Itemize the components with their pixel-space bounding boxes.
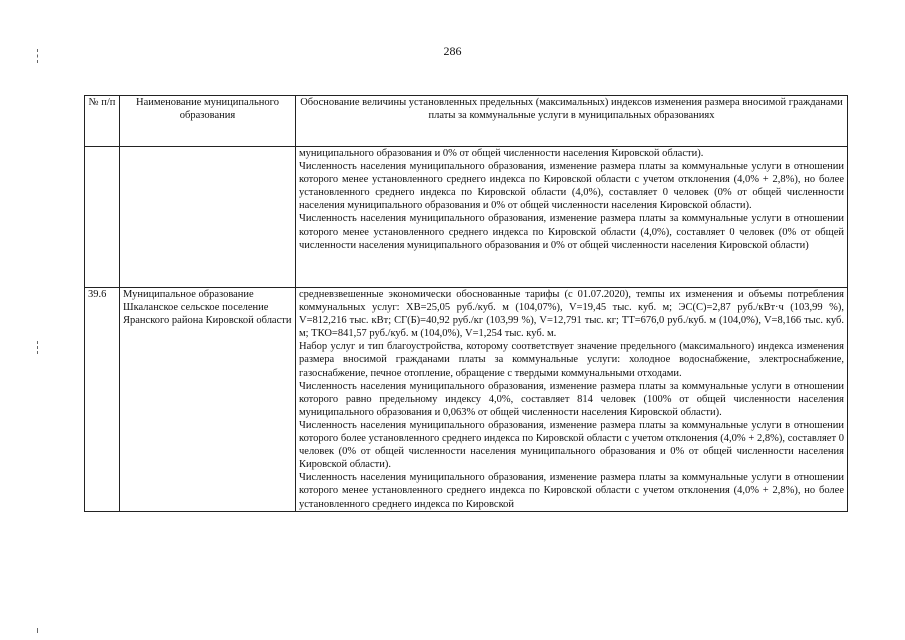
cell-num-empty [85,147,120,288]
margin-mark [37,341,39,354]
paragraph: Численность населения муниципального образования, изменение размера платы за коммунальные услуги в отношении которого менее установленного среднего индекса по Кировской области с учетом отклонения (4,0% + 2,8%), но более установленного среднего индекса по Кировской [299,472,844,510]
cell-name: Муниципальное образование Шкаланское сельское поселение Яранского района Кировской области [120,288,296,512]
table-row-continuation [85,147,848,288]
paragraph: Набор услуг и тип благоустройства, которому соответствует значение предельного (максимального) индекса изменения размера вносимой гражданами платы за коммунальные услуги: холодное водоснабжение, электроснабжение, газоснабжение, печное отопление, обращение с твердыми коммунальными отходами. [299,341,844,379]
cell-justification [296,288,848,512]
paragraph: Численность населения муниципального образования, изменение размера платы за коммунальные услуги в отношении которого равно предельному индексу 4,0%, составляет 814 человек (100% от общей численности населения муниципального образования и 0,063% от общей численности населения Кировской области). [299,380,844,418]
margin-mark [37,628,39,633]
paragraph: Численность населения муниципального образования, изменение размера платы за коммунальные услуги в отношении которого более установленного среднего индекса по Кировской области с учетом отклонения (4,0% + 2,8%), составляет 0 человек (0% от общей численности населения муниципального образования и 0% от общей численности населения Кировской области). [299,419,844,471]
tariff-table [84,95,848,512]
header-name: Наименование муниципального образования [120,96,296,147]
paragraph: Численность населения муниципального образования, изменение размера платы за коммунальные услуги в отношении которого менее установленного среднего индекса по Кировской области (4,0%), составляет 0 человек (0% от общей численности населения муниципального образования и 0% от общей численности населения Кировской области) [299,213,844,251]
header-justification: Обоснование величины установленных предельных (максимальных) индексов изменения размера вносимой гражданами платы за коммунальные услуги в муниципальных образованиях [296,96,848,147]
table-header-row [85,96,848,147]
paragraph: средневзвешенные экономически обоснованные тарифы (с 01.07.2020), темпы их изменения и объемы потребления коммунальных услуг: ХВ=25,05 руб./куб. м (104,07%), V=19,45 тыс. куб. м; ЭС(С)=2,87 руб./кВт·ч (103,99 %), V=812,216 тыс. кВт; СГ(Б)=40,92 руб./кг (103,99 %), V=12,791 тыс. кг; ТТ=676,0 руб./куб. м (104,0%), V=8,166 тыс. куб. м; ТКО=841,57 руб./куб. м (104,0%), V=1,254 тыс. куб. м. [299,289,844,340]
page-number: 286 [443,44,462,58]
cell-num: 39.6 [85,288,120,512]
paragraph: Численность населения муниципального образования, изменение размера платы за коммунальные услуги в отношении которого менее установленного среднего индекса по Кировской области с учетом отклонения (4,0% + 2,8%), но более установленного среднего индекса по Кировской области (4,0%), составляет 0 человек (0% от общей численности населения муниципального образования и 0% от общей численности населения Кировской области). [299,161,844,212]
header-num: № п/п [85,96,120,147]
margin-mark [37,49,39,63]
paragraph: муниципального образования и 0% от общей численности населения Кировской области). [299,148,704,159]
cell-justification [296,147,848,288]
cell-name-empty [120,147,296,288]
table-row-39-6 [85,288,848,512]
